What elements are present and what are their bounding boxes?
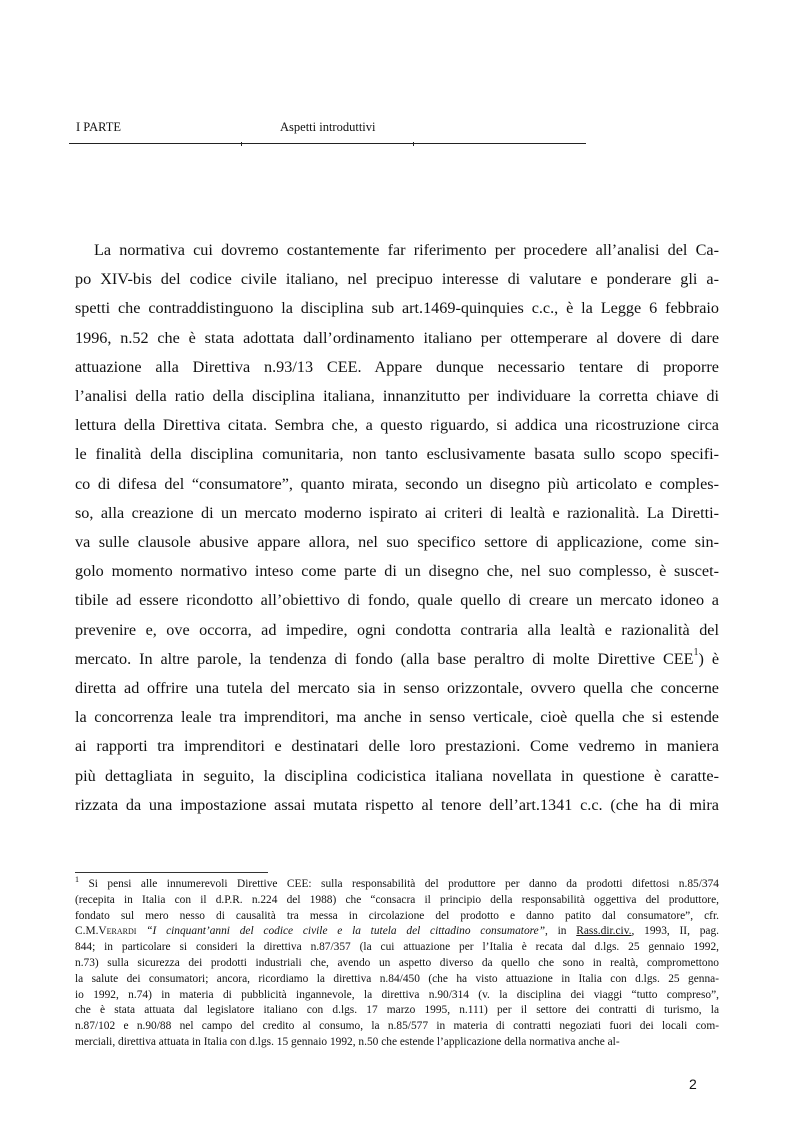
body-line-with-footnote [75, 645, 719, 674]
footnote-marker: 1 [75, 875, 79, 885]
footnote-line: 844; in particolare si consideri la direttiva n.87/357 (la cui attuazione per l’Italia è recata dal d.lgs. 25 gennaio 1992, [75, 941, 719, 954]
body-line: l’analisi della ratio della disciplina italiana, innanzitutto per individuare la corretta chiave di [75, 387, 719, 406]
body-line: La normativa cui dovremo costantemente far riferimento per procedere all’analisi del Ca- [94, 241, 719, 259]
running-header-section: Aspetti introduttivi [280, 120, 376, 134]
footnote-line: n.87/102 e n.90/88 nel campo del credito al consumo, la n.85/577 in materia di contratti negoziati fuori dei locali com- [75, 1020, 719, 1033]
main-paragraph [75, 236, 719, 820]
citation-author: Verardi [98, 925, 137, 938]
body-line: so, alla creazione di un mercato moderno ispirato ai criteri di lealtà e razionalità. La Diretti- [75, 503, 719, 522]
body-line-text: mercato. In altre parole, la tendenza di fondo (alla base peraltro di molte Direttive CEE [75, 649, 694, 668]
body-line: va sulle clausole abusive appare allora, nel suo specifico settore di applicazione, come sin- [75, 533, 719, 552]
body-line: ai rapporti tra imprenditori e destinatari delle loro prestazioni. Come vedremo in maniera [75, 737, 719, 756]
body-line: diretta ad offrire una tutela del mercato sia in senso orizzontale, ovvero quella che concerne [75, 679, 719, 698]
footnote-line: n.73) sulla sicurezza dei prodotti industriali che, avendo un aspetto diverso da quello che sono in realtà, compromettono [75, 956, 719, 969]
footnote-reference[interactable]: 1 [693, 647, 699, 659]
body-line: spetti che contraddistinguono la disciplina sub art.1469-quinquies c.c., è la Legge 6 febbraio [75, 299, 719, 318]
body-line: co di difesa del “consumatore”, quanto mirata, secondo un disegno più articolato e comples- [75, 474, 719, 493]
citation-author-initials: C.M. [75, 925, 99, 938]
body-line: po XIV-bis del codice civile italiano, nel precipuo interesse di valutare e ponderare gli a- [75, 270, 719, 289]
footnote-line: la salute dei consumatori; ancora, ricordiamo la direttiva n.84/450 (che ha visto attuazione in Italia con d.lgs. 25 genna- [75, 972, 719, 985]
body-line: le finalità della disciplina comunitaria, non tanto esclusivamente basata sullo scopo specifi- [75, 445, 719, 464]
page-number: 2 [689, 1076, 697, 1092]
citation-journal: Rass.dir.civ. [576, 925, 632, 938]
body-line: rizzata da una impostazione assai mutata rispetto al tenore dell’art.1341 c.c. (che ha di mira [75, 795, 719, 814]
footnote [75, 877, 719, 1051]
body-line: golo momento normativo inteso come parte di un disegno che, nel suo complesso, è suscet- [75, 562, 719, 581]
footnote-citation-line: C.M.Verardi “I cinquant’anni del codice civile e la tutela del cittadino consumatore”, in Rass.dir.civ., 1993, II, pag. [75, 925, 719, 938]
running-header-part: I PARTE [76, 120, 121, 134]
body-line: lettura della Direttiva citata. Sembra che, a questo riguardo, si addica una ricostruzione circa [75, 416, 719, 435]
body-line: attuazione alla Direttiva n.93/13 CEE. Appare dunque necessario tentare di proporre [75, 357, 719, 376]
footnote-line: che è stata attuata dal legislatore italiano con d.lgs. 17 marzo 1995, n.111) per il settore dei contratti di turismo, la [75, 1004, 719, 1017]
citation-details: , 1993, II, pag. [631, 925, 719, 938]
body-line: 1996, n.52 che è stata adottata dall’ordinamento italiano per ottemperare al dovere di dare [75, 328, 719, 347]
body-line: prevenire e, ove occorra, ad impedire, ogni condotta contraria alla lealtà e razionalità del [75, 620, 719, 639]
footnote-line: (recepita in Italia con il d.P.R. n.224 del 1988) che “consacra il principio della responsabilità oggettiva del produttore, [75, 893, 719, 906]
body-line-tail: ) è [698, 649, 720, 668]
header-rule [69, 143, 586, 144]
body-line: la concorrenza leale tra imprenditori, ma anche in senso verticale, cioè quella che si estende [75, 708, 719, 727]
footnote-line: io 1992, n.74) in materia di pubblicità ingannevole, la direttiva n.90/314 (v. la disciplina dei viaggi “tutto compreso”, [75, 988, 719, 1001]
footnote-line: merciali, direttiva attuata in Italia con d.lgs. 15 gennaio 1992, n.50 che estende l’applicazione della normativa anche al- [75, 1035, 620, 1048]
footnote-separator [75, 872, 268, 873]
citation-title: “I cinquant’anni del codice civile e la tutela del cittadino consumatore” [146, 925, 546, 938]
footnote-line: fondato sul mero nesso di causalità tra messa in circolazione del prodotto e danno patito dal consumatore”, cfr. [75, 909, 719, 922]
body-line: tibile ad essere ricondotto all’obiettivo di fondo, quale quello di creare un mercato idoneo a [75, 591, 719, 610]
body-line: più dettagliata in seguito, la disciplina codicistica italiana novellata in questione è caratte- [75, 766, 719, 785]
footnote-line: $^1$ Si pensi alle innumerevoli Direttive CEE: sulla responsabilità del produttore per danno da prodotti difettosi n.85/374 [75, 875, 719, 890]
